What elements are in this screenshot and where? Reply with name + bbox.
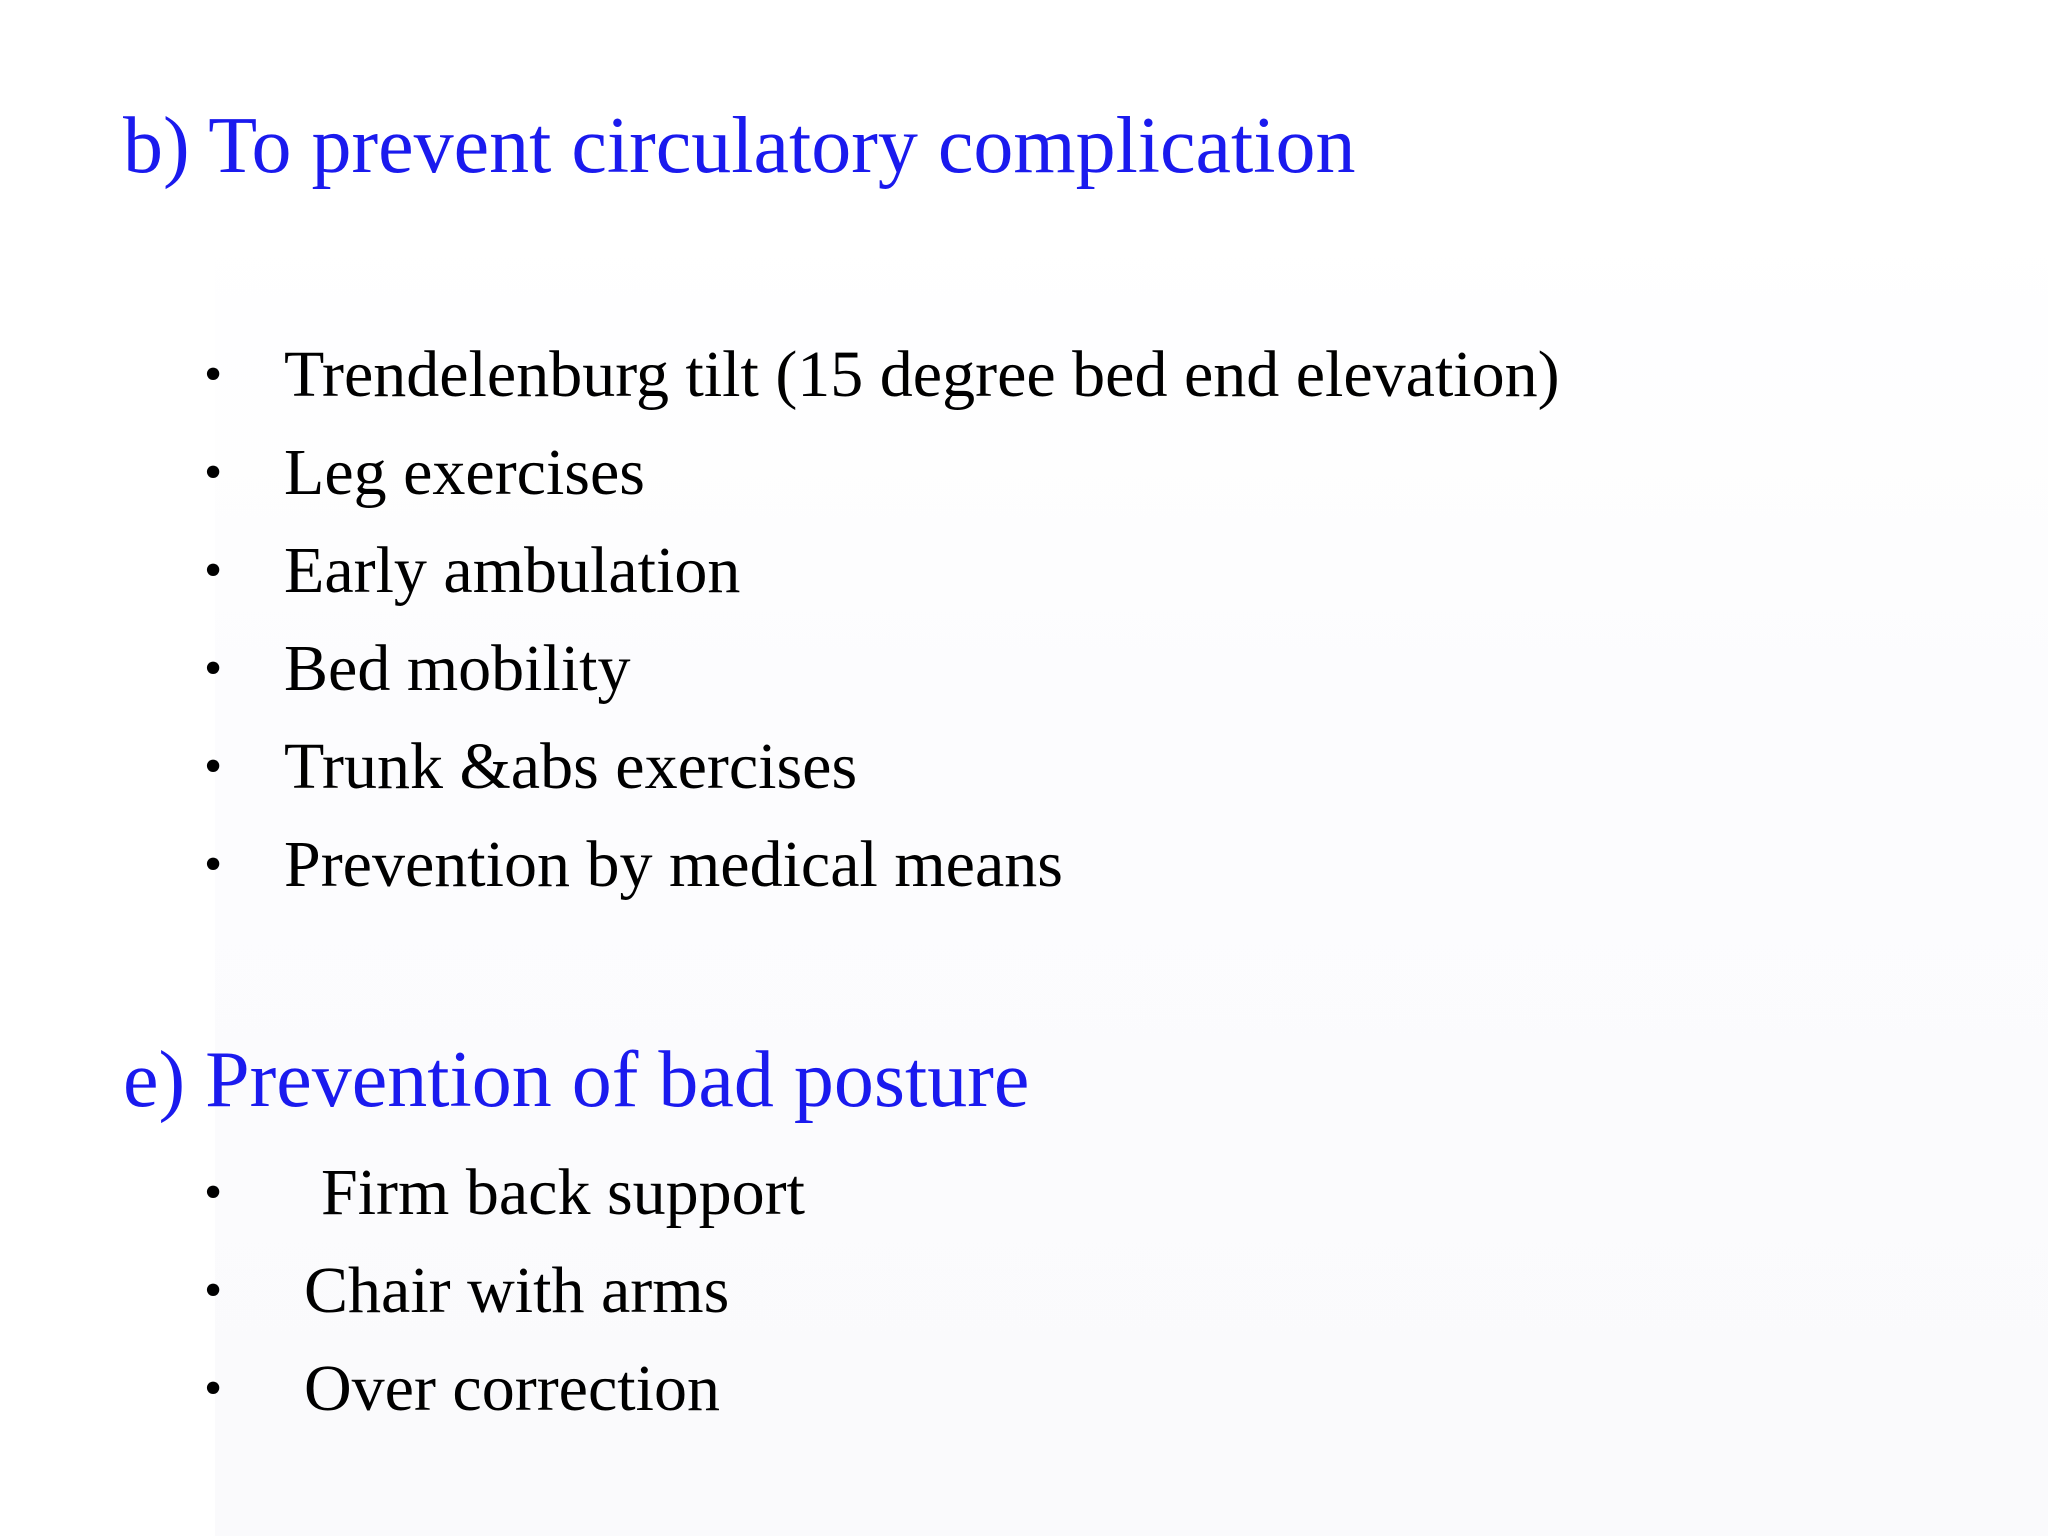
- bullet-icon: •: [204, 738, 223, 795]
- list-item-text: Leg exercises: [284, 436, 645, 509]
- bullet-icon: •: [204, 640, 223, 697]
- list-item-text: Bed mobility: [284, 632, 631, 705]
- list-item-text: Early ambulation: [284, 534, 741, 607]
- list-item-text: Chair with arms: [304, 1254, 730, 1327]
- list-item-text: Over correction: [304, 1352, 720, 1425]
- list-item-text: Trunk &abs exercises: [284, 730, 858, 803]
- section-b-heading: b) To prevent circulatory complication: [123, 102, 1356, 190]
- bullet-icon: •: [204, 346, 223, 403]
- list-item-text: Trendelenburg tilt (15 degree bed end elevation): [284, 338, 1560, 411]
- bullet-icon: •: [204, 444, 223, 501]
- bullet-icon: •: [204, 542, 223, 599]
- list-item-text: Prevention by medical means: [284, 828, 1063, 901]
- bullet-icon: •: [204, 1360, 223, 1417]
- section-e-heading: e) Prevention of bad posture: [123, 1036, 1030, 1124]
- list-item-text: Firm back support: [321, 1156, 805, 1229]
- bullet-icon: •: [204, 1262, 223, 1319]
- bullet-icon: •: [204, 836, 223, 893]
- bullet-icon: •: [204, 1164, 223, 1221]
